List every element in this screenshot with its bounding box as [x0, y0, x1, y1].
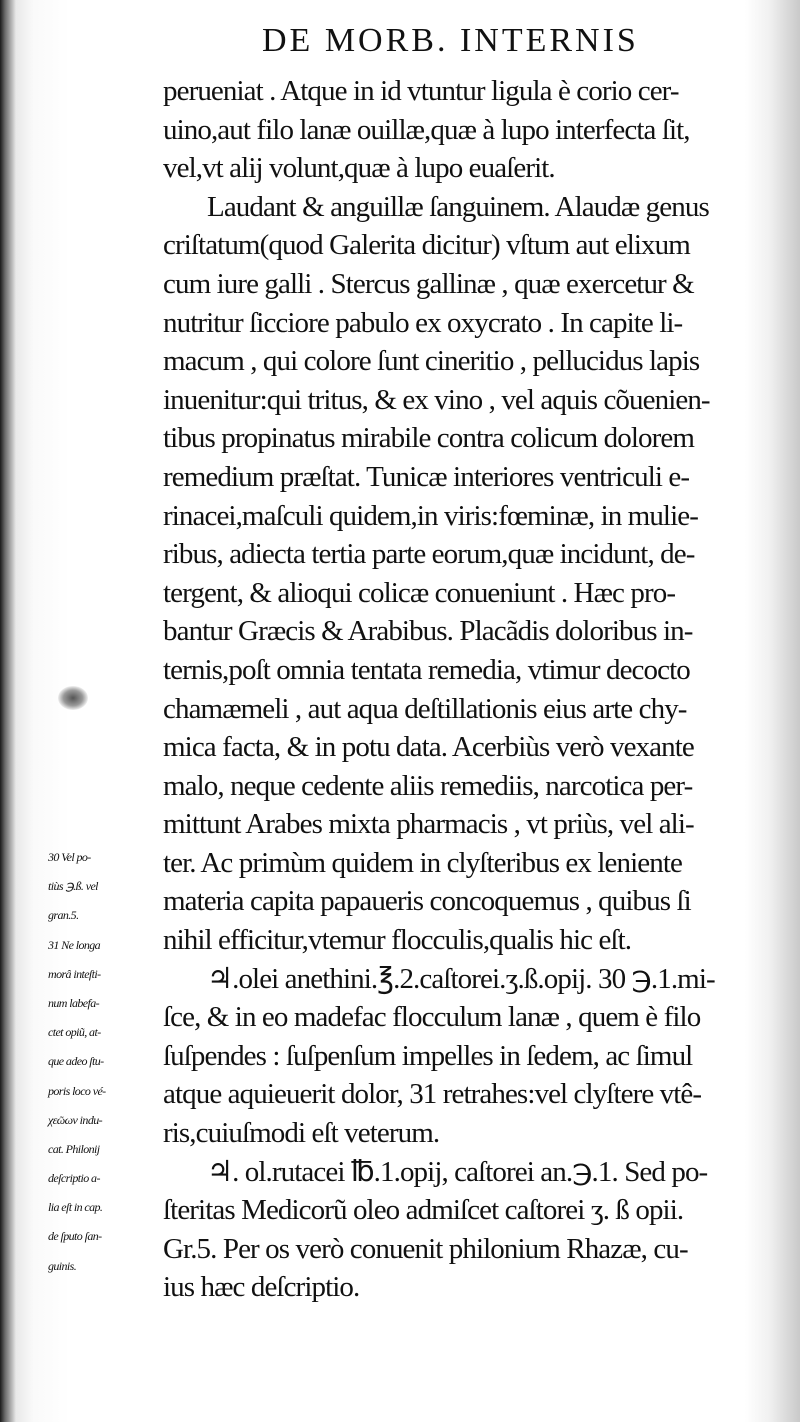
margin-note-line: que adeo ſtu-	[48, 1054, 104, 1069]
running-head: DE MORB. INTERNIS	[262, 22, 639, 59]
text-line: Laudant & anguillæ ſanguinem. Alaudæ genus	[207, 190, 709, 223]
text-line: mica facta, & in potu data. Acerbiùs verò vexante	[163, 731, 694, 764]
text-line: rinacei,maſculi quidem,in viris:fœminæ, in mulie-	[163, 499, 698, 532]
text-line: bantur Græcis & Arabibus. Placãdis doloribus in-	[163, 615, 693, 648]
margin-note-line: num labefa-	[48, 995, 100, 1010]
margin-note-line: deſcriptio a-	[48, 1171, 100, 1186]
margin-notes	[48, 843, 188, 1281]
margin-note-line: poris loco vé-	[48, 1083, 106, 1098]
text-line: ius hæc deſcriptio.	[163, 1271, 360, 1304]
text-line: ter. Ac primùm quidem in clyſteribus ex leniente	[163, 846, 682, 879]
text-line: ſce, & in eo madefac flocculum lanæ , quem è filo	[163, 1001, 701, 1034]
text-line: tibus propinatus mirabile contra colicum dolorem	[163, 422, 695, 455]
text-line: chamæmeli , aut aqua deſtillationis eius arte chy-	[163, 692, 687, 725]
margin-note-line: 31 Ne longa	[48, 937, 101, 952]
margin-note-line: lia eſt in cap.	[48, 1200, 103, 1215]
text-line: ris,cuiuſmodi eſt veterum.	[163, 1117, 440, 1150]
margin-note-line: cat. Philonij	[48, 1141, 100, 1156]
margin-note-line: χεῶων indu-	[48, 1112, 103, 1127]
text-line: ternis,poſt omnia tentata remedia, vtimur decocto	[163, 653, 690, 686]
text-line: mittunt Arabes mixta pharmacis , vt priùs, vel ali-	[163, 808, 694, 841]
text-line: inuenitur:qui tritus, & ex vino , vel aquis cõuenien-	[163, 383, 710, 416]
ink-smudge	[58, 686, 88, 710]
text-line: remedium præſtat. Tunicæ interiores ventriculi e-	[163, 460, 690, 493]
text-line: ♃.olei anethini.℥.2.caſtorei.ʒ.ß.opij. 30 ℈.1.mi-	[207, 962, 715, 995]
text-line: cum iure galli . Stercus gallinæ , quæ exercetur &	[163, 267, 694, 300]
margin-note-line: ctet opiũ, at-	[48, 1025, 101, 1040]
text-line: nutritur ſicciore pabulo ex oxycrato . In capite li-	[163, 306, 683, 339]
text-line: tergent, & alioqui colicæ conueniunt . Hæc pro-	[163, 576, 676, 609]
text-line: ribus, adiecta tertia parte eorum,quæ incidunt, de-	[163, 538, 695, 571]
text-line: criſtatum(quod Galerita dicitur) vſtum aut elixum	[163, 229, 690, 262]
text-line: ſuſpendes : ſuſpenſum impelles in ſedem, ac ſimul	[163, 1039, 693, 1072]
margin-note-line: tiùs ℈.ß. vel	[48, 879, 98, 894]
margin-note-line: 30 Vel po-	[48, 850, 91, 864]
margin-note-line: guinis.	[48, 1258, 77, 1273]
text-line: atque aquieuerit dolor, 31 retrahes:vel clyſtere vtê-	[163, 1078, 702, 1111]
text-line: macum , qui colore ſunt cineritio , pellucidus lapis	[163, 345, 700, 378]
text-line: ſteritas Medicorũ oleo admiſcet caſtorei ʒ. ß opii.	[163, 1194, 684, 1227]
text-line: Gr.5. Per os verò conuenit philonium Rhazæ, cu-	[163, 1232, 688, 1265]
text-line: vel,vt alij volunt,quæ à lupo euaſerit.	[163, 152, 555, 185]
text-line: materia capita papaueris concoquemus , quibus ſi	[163, 885, 691, 918]
text-line: uino,aut filo lanæ ouillæ,quæ à lupo interfecta ſit,	[163, 113, 690, 146]
margin-note-line: morâ inteſti-	[48, 966, 101, 981]
text-line: perueniat . Atque in id vtuntur ligula è corio cer-	[163, 75, 679, 107]
body-text	[163, 72, 769, 1307]
margin-note-line: de ſputo ſan-	[48, 1229, 102, 1244]
text-line: nihil efficitur,vtemur flocculis,qualis hic eſt.	[163, 924, 632, 957]
margin-note-line: gran.5.	[48, 908, 79, 923]
text-line: ♃. ol.rutacei ℔.1.opij, caſtorei an.℈.1. Sed po-	[207, 1155, 708, 1188]
text-line: malo, neque cedente aliis remediis, narcotica per-	[163, 769, 693, 802]
